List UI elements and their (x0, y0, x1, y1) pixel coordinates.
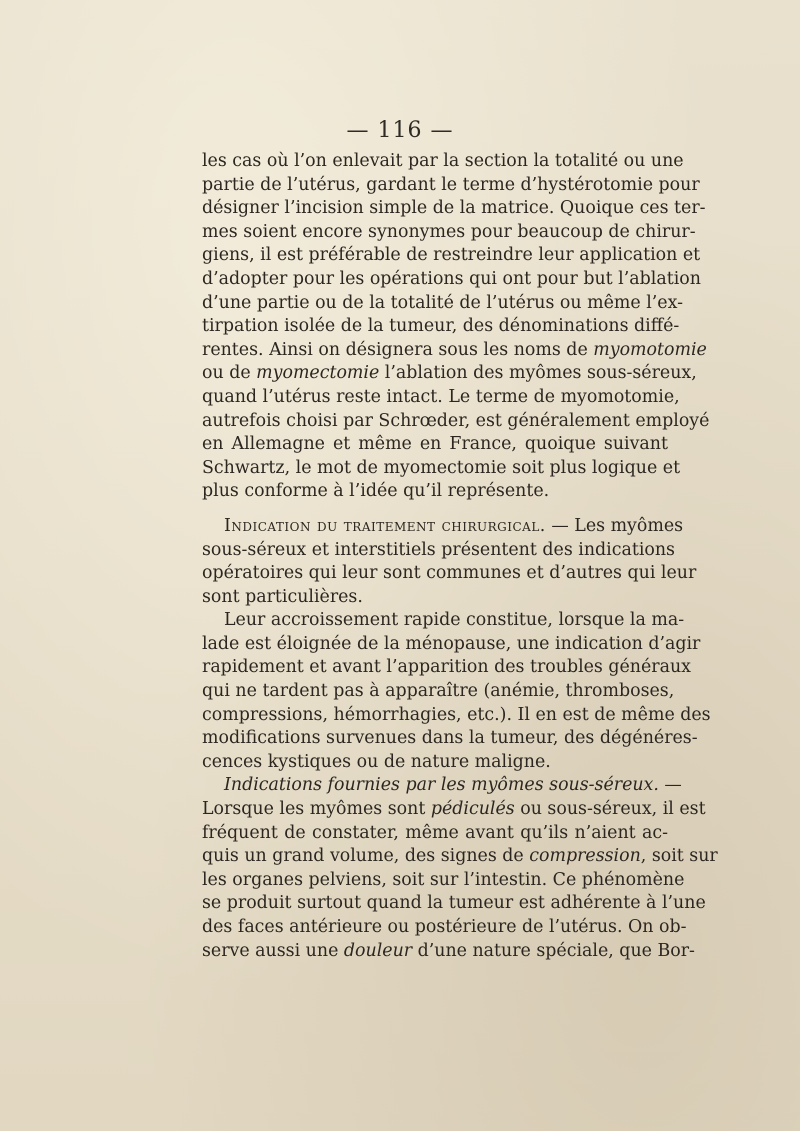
text-line: Leur accroissement rapide constitue, lorsque la ma- (224, 610, 685, 631)
italic-term: douleur (343, 940, 413, 961)
section-heading: Indication du traitement chirurgical. (224, 515, 546, 536)
text-line: sont particulières. (202, 586, 363, 607)
paragraph-gap (202, 504, 668, 515)
body-text (202, 150, 718, 963)
text-line: sous-séreux et interstitiels présentent des indications (202, 539, 675, 560)
text-fragment: d’une nature spéciale, que Bor- (412, 940, 695, 961)
text-line: Schwartz, le mot de myomectomie soit plus logique et (202, 457, 681, 478)
text-fragment: Lorsque les myômes sont (202, 799, 431, 820)
text-line: tirpation isolée de la tumeur, des dénominations diffé- (202, 316, 680, 337)
text-line (202, 845, 718, 869)
text-line: d’adopter pour les opérations qui ont pour but l’ablation (202, 268, 701, 289)
text-line: rapidement et avant l’apparition des troubles généraux (202, 657, 691, 678)
italic-term: myomectomie (256, 363, 380, 384)
text-fragment: , soit sur (640, 846, 718, 867)
subheading-line (202, 774, 682, 798)
italic-term: myomotomie (593, 339, 707, 360)
text-fragment: rentes. Ainsi on désignera sous les noms de (202, 339, 594, 360)
page-number: — 116 — (346, 118, 454, 143)
text-line: fréquent de constater, même avant qu’ils n’aient ac- (202, 822, 668, 843)
text-line: en Allemagne et même en France, quoique suivant (202, 434, 668, 455)
text-line: mes soient encore synonymes pour beaucoup de chirur- (202, 221, 696, 242)
text-fragment: ou sous-séreux, il est (514, 799, 706, 820)
text-fragment: quis un grand volume, des signes de (202, 846, 530, 867)
text-line: se produit surtout quand la tumeur est adhérente à l’une (202, 893, 706, 914)
text-fragment: — (658, 775, 682, 796)
text-line: giens, il est préférable de restreindre leur application et (202, 245, 701, 266)
text-line: modifications survenues dans la tumeur, des dégénéres- (202, 728, 698, 749)
text-line (202, 362, 697, 386)
text-line: autrefois choisi par Schrœder, est généralement employé (202, 410, 710, 431)
text-line: qui ne tardent pas à apparaître (anémie, thromboses, (202, 681, 675, 702)
text-fragment: serve aussi une (202, 940, 344, 961)
text-line (202, 940, 695, 964)
text-fragment: ou de (202, 363, 257, 384)
text-fragment: l’ablation des myômes sous-séreux, (379, 363, 697, 384)
italic-term: pédiculés (430, 799, 515, 820)
text-line: d’une partie ou de la totalité de l’utérus ou même l’ex- (202, 292, 683, 313)
subheading: Indications fournies par les myômes sous-séreux. (224, 775, 659, 796)
text-line: les cas où l’on enlevait par la section la totalité ou une (202, 151, 684, 171)
text-line: lade est éloignée de la ménopause, une indication d’agir (202, 633, 701, 654)
text-line: désigner l’incision simple de la matrice. Quoique ces ter- (202, 198, 706, 219)
section-heading-line (202, 515, 684, 539)
text-line (202, 798, 706, 822)
text-line: partie de l’utérus, gardant le terme d’hystérotomie pour (202, 174, 700, 195)
text-line: cences kystiques ou de nature maligne. (202, 751, 551, 772)
text-line: les organes pelviens, soit sur l’intestin. Ce phénomène (202, 869, 685, 890)
text-line: compressions, hémorrhagies, etc.). Il en est de même des (202, 704, 711, 725)
text-line: opératoires qui leur sont communes et d’autres qui leur (202, 563, 697, 584)
italic-term: compression (529, 846, 641, 867)
text-fragment: — Les myômes (545, 515, 684, 536)
text-line (202, 339, 707, 363)
text-line: quand l’utérus reste intact. Le terme de myomotomie, (202, 386, 680, 407)
text-line: plus conforme à l’idée qu’il représente. (202, 481, 550, 502)
text-line: des faces antérieure ou postérieure de l’utérus. On ob- (202, 917, 687, 937)
